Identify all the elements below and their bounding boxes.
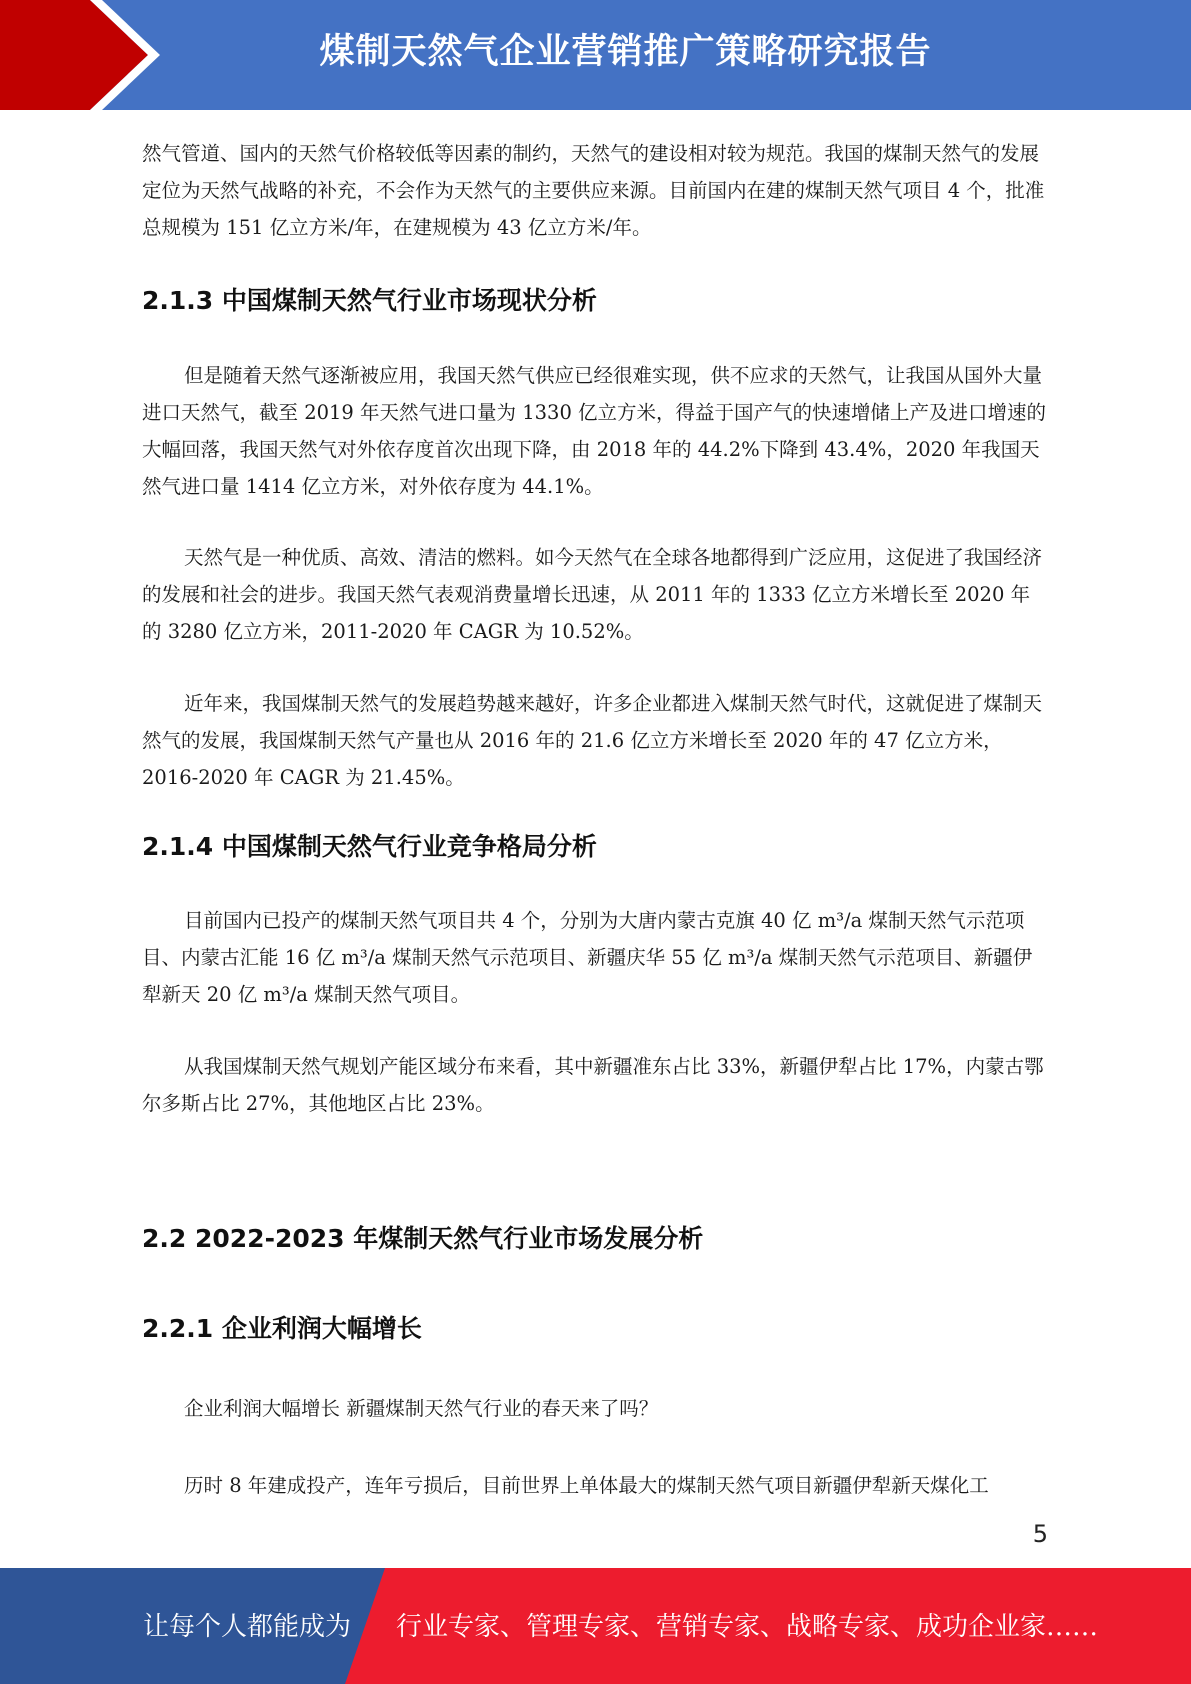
section-heading: 2.2 2022-2023 年煤制天然气行业市场发展分析: [142, 1224, 704, 1253]
page-number: 5: [1032, 1520, 1048, 1548]
section-heading: 2.1.3 中国煤制天然气行业市场现状分析: [142, 286, 597, 315]
section-heading: 2.2.1 企业利润大幅增长: [142, 1314, 422, 1343]
footer-tagline: 行业专家、管理专家、营销专家、战略专家、成功企业家……: [396, 1612, 1099, 1642]
paragraph: 目前国内已投产的煤制天然气项目共 4 个，分别为大唐内蒙古克旗 40 亿 m³/a 煤制天然气示范项目、内蒙古汇能 16 亿 m³/a 煤制天然气示范项目、新疆庆华 55 亿 m³/a 煤制天然气示范项目、新疆伊犁新天 20 亿 m³/a 煤制天然气项目。: [142, 909, 1033, 1006]
page-header: [0, 0, 1191, 110]
header-title: 煤制天然气企业营销推广策略研究报告: [319, 32, 932, 72]
footer-slogan: 让每个人都能成为: [143, 1612, 352, 1642]
paragraph: 近年来，我国煤制天然气的发展趋势越来越好，许多企业都进入煤制天然气时代，这就促进了煤制天然气的发展，我国煤制天然气产量也从 2016 年的 21.6 亿立方米增长至 2020 年的 47 亿立方米，2016-2020 年 CAGR 为 21.45%。: [142, 692, 1043, 789]
page-footer: [0, 1568, 1191, 1684]
paragraph: 天然气是一种优质、高效、清洁的燃料。如今天然气在全球各地都得到广泛应用，这促进了我国经济的发展和社会的进步。我国天然气表观消费量增长迅速，从 2011 年的 1333 亿立方米增长至 2020 年的 3280 亿立方米，2011-2020 年 CAGR 为 10.52%。: [142, 546, 1043, 643]
paragraph: 企业利润大幅增长 新疆煤制天然气行业的春天来了吗？: [184, 1397, 659, 1420]
paragraph: 历时 8 年建成投产，连年亏损后，目前世界上单体最大的煤制天然气项目新疆伊犁新天煤化工: [184, 1474, 989, 1497]
paragraph: 从我国煤制天然气规划产能区域分布来看，其中新疆准东占比 33%，新疆伊犁占比 17%，内蒙古鄂尔多斯占比 27%，其他地区占比 23%。: [142, 1055, 1044, 1115]
section-heading: 2.1.4 中国煤制天然气行业竞争格局分析: [142, 832, 597, 861]
paragraph: 但是随着天然气逐渐被应用，我国天然气供应已经很难实现，供不应求的天然气，让我国从国外大量进口天然气，截至 2019 年天然气进口量为 1330 亿立方米，得益于国产气的快速增储上产及进口增速的大幅回落，我国天然气对外依存度首次出现下降，由 2018 年的 44.2%下降到 43.4%，2020 年我国天然气进口量 1414 亿立方米，对外依存度为 44.1%。: [142, 364, 1047, 498]
paragraph: 然气管道、国内的天然气价格较低等因素的制约，天然气的建设相对较为规范。我国的煤制天然气的发展定位为天然气战略的补充，不会作为天然气的主要供应来源。目前国内在建的煤制天然气项目 4 个，批准总规模为 151 亿立方米/年，在建规模为 43 亿立方米/年。: [142, 142, 1045, 239]
